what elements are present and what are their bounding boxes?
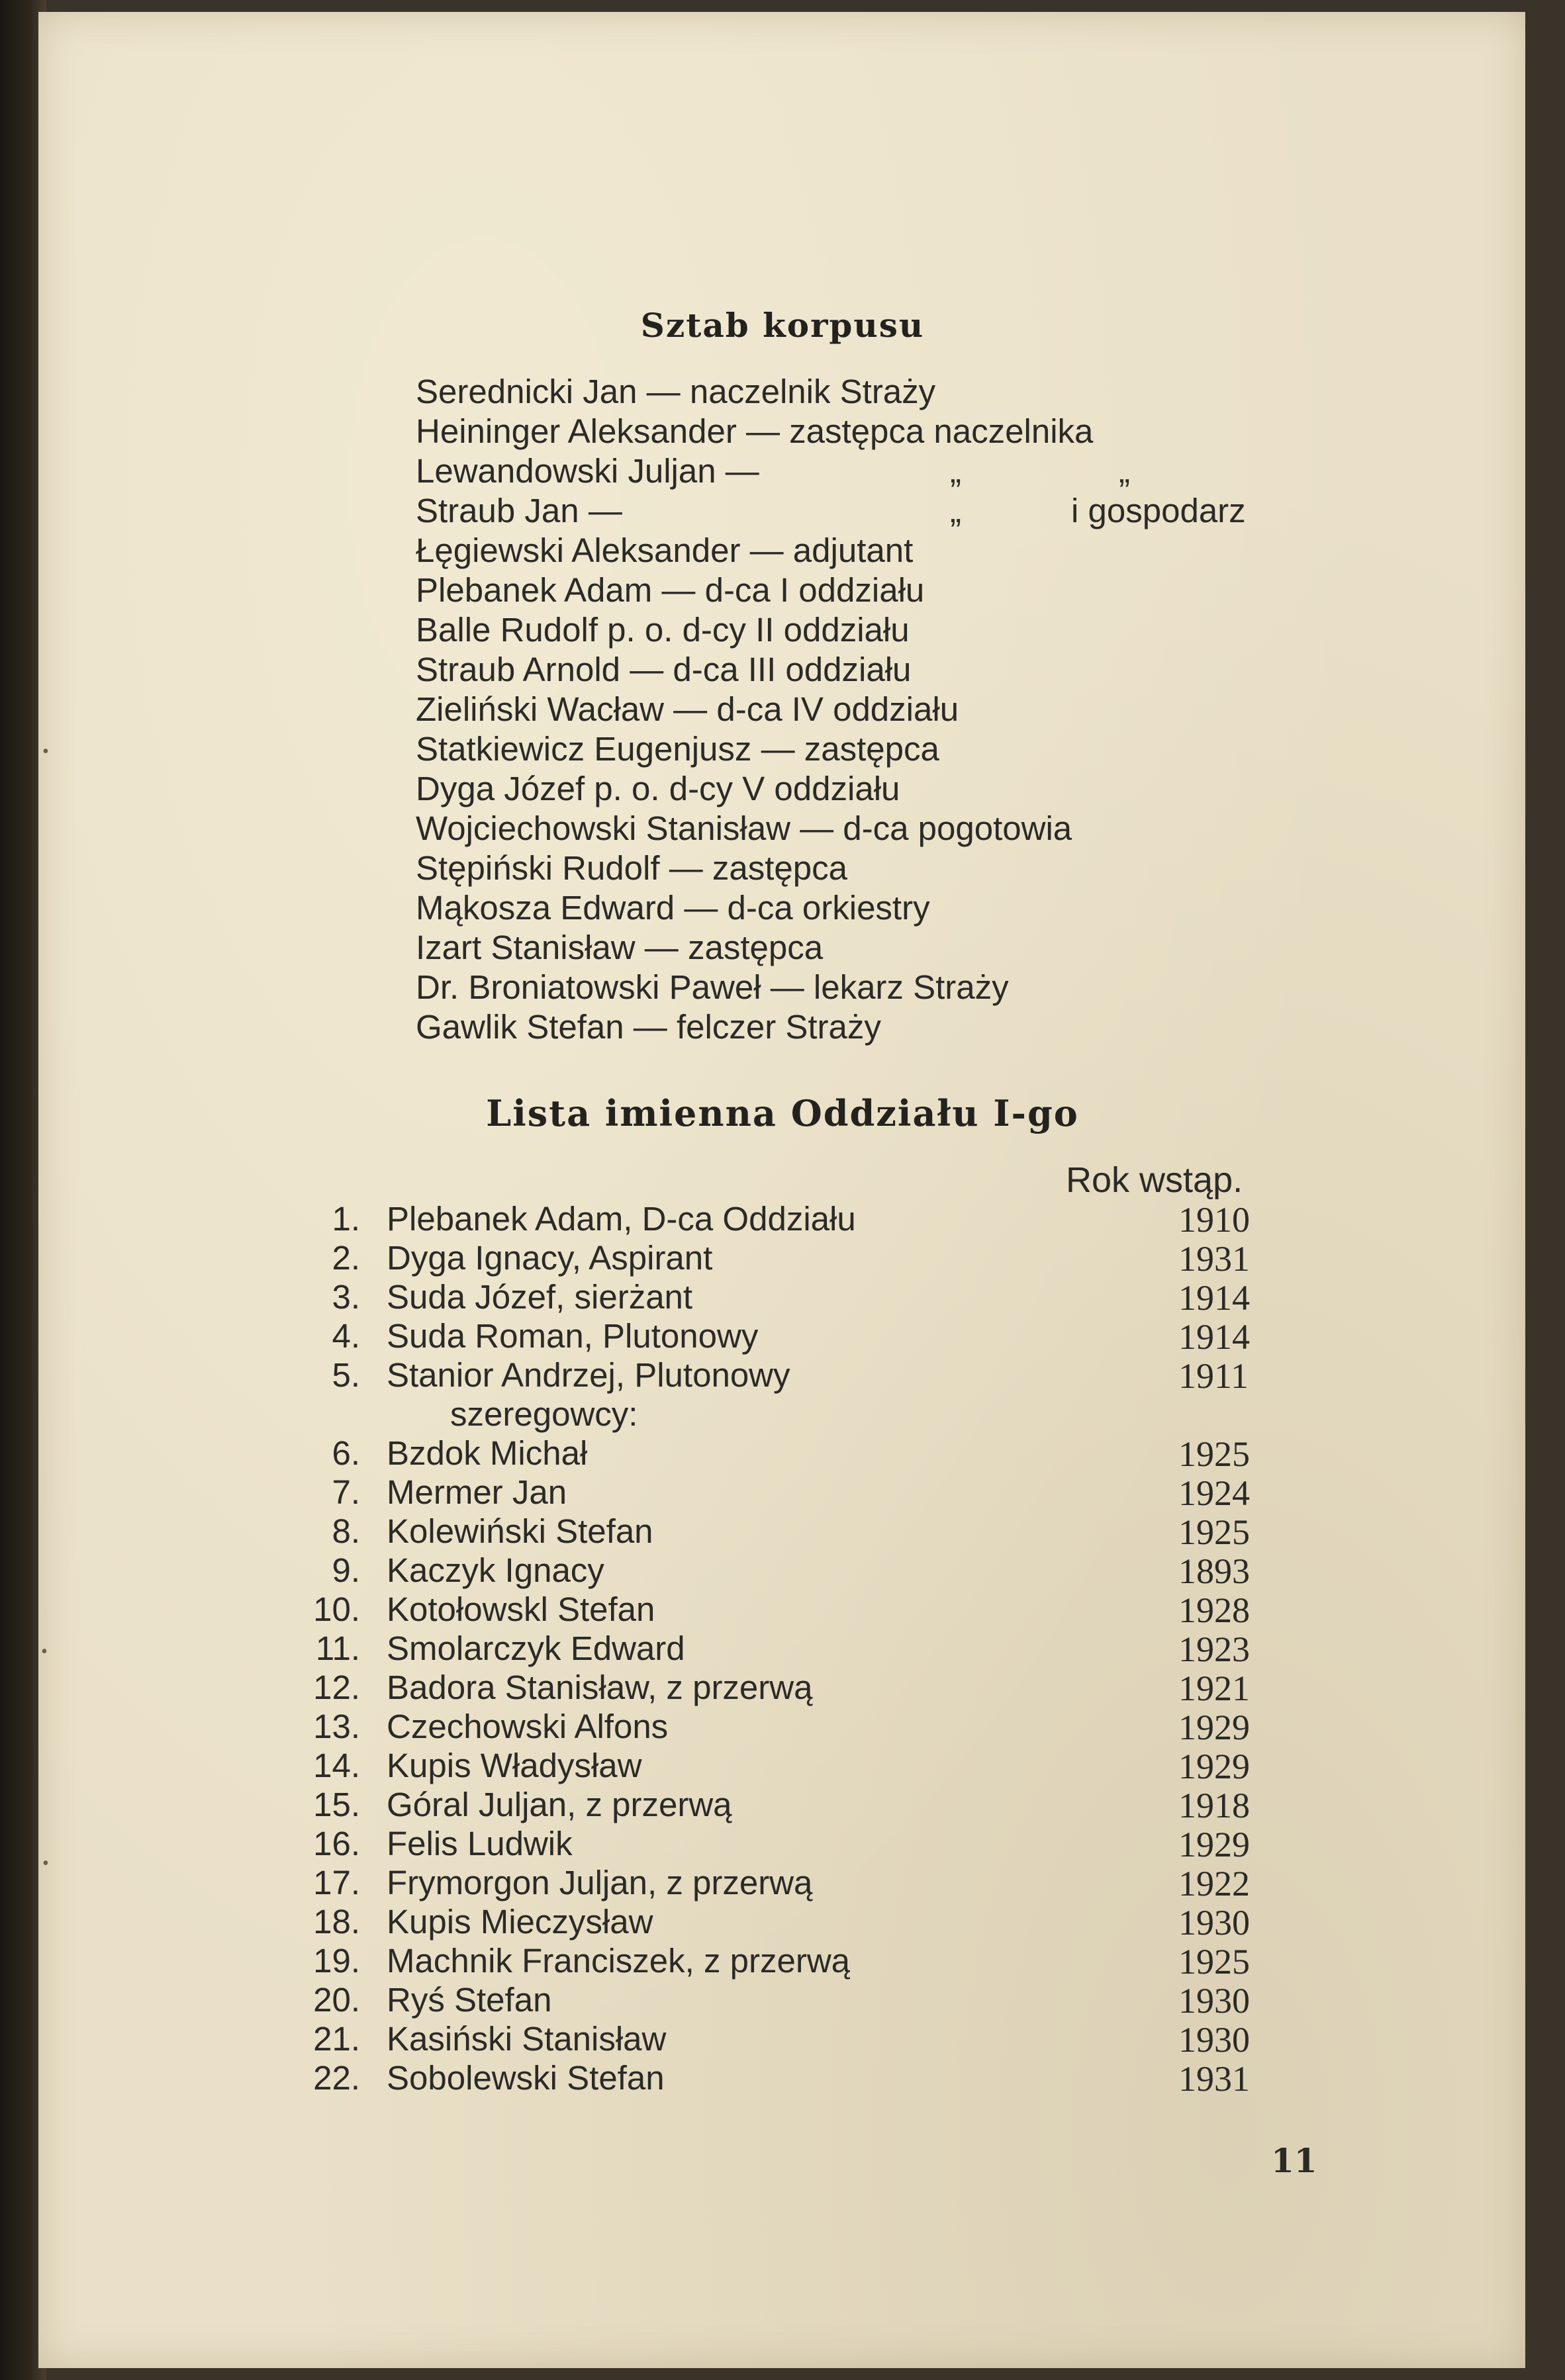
margin-mark: • xyxy=(41,1641,48,1662)
staff-line xyxy=(416,451,1130,491)
staff-line xyxy=(416,928,1093,968)
staff-line-text: Balle Rudolf p. o. d-cy II oddziału xyxy=(416,611,910,649)
staff-line-text: Lewandowski Juljan — xyxy=(416,452,759,490)
roster-row xyxy=(0,1902,1565,1941)
roster-number: 10. xyxy=(313,1590,360,1628)
staff-line xyxy=(416,491,1246,531)
roster-name: Mermer Jan xyxy=(387,1473,567,1511)
year-column-header: Rok wstąp. xyxy=(1066,1160,1243,1200)
staff-line-text: Dyga Józef p. o. d-cy V oddziału xyxy=(416,770,900,807)
roster-number: 17. xyxy=(313,1864,360,1901)
roster-year: 1930 xyxy=(1178,2020,1250,2060)
roster-number: 4. xyxy=(332,1317,360,1355)
staff-line-text: Straub Arnold — d-ca III oddziału xyxy=(416,651,912,688)
page-corner xyxy=(1527,12,1565,184)
roster-number: 7. xyxy=(332,1473,360,1511)
roster-name: Kupis Mieczysław xyxy=(387,1903,653,1941)
roster-year: 1925 xyxy=(1178,1434,1250,1474)
staff-line xyxy=(416,809,1093,848)
roster-name: Ryś Stefan xyxy=(387,1981,552,2019)
roster-year: 1918 xyxy=(1178,1786,1250,1825)
staff-line-text: Statkiewicz Eugenjusz — zastępca xyxy=(416,730,939,768)
roster-row xyxy=(0,1199,1565,1238)
roster-name: Smolarczyk Edward xyxy=(387,1629,685,1667)
roster-number: 15. xyxy=(313,1786,360,1823)
staff-line xyxy=(416,571,1093,610)
staff-line-text: Mąkosza Edward — d-ca orkiestry xyxy=(416,889,930,927)
staff-role-suffix: i gospodarz xyxy=(1071,492,1246,529)
roster-row xyxy=(0,1277,1565,1316)
staff-line xyxy=(416,650,1093,690)
ditto-mark: „ xyxy=(950,452,961,490)
staff-line-text: Wojciechowski Stanisław — d-ca pogotowia xyxy=(416,809,1072,847)
roster-name: Plebanek Adam, D-ca Oddziału xyxy=(387,1200,856,1238)
roster-row xyxy=(0,2019,1565,2058)
roster-subheading-text: szeregowcy: xyxy=(450,1395,638,1433)
roster-name: Felis Ludwik xyxy=(387,1825,573,1862)
roster-row xyxy=(0,1512,1565,1551)
roster-name: Machnik Franciszek, z przerwą xyxy=(387,1942,851,1980)
roster-year: 1924 xyxy=(1178,1473,1250,1513)
roster-row xyxy=(0,1434,1565,1473)
roster-year: 1914 xyxy=(1178,1317,1250,1357)
roster-row xyxy=(0,1668,1565,1707)
roster-list xyxy=(0,1199,1565,2097)
roster-year: 1921 xyxy=(1178,1669,1250,1708)
roster-number: 6. xyxy=(332,1434,360,1472)
roster-row xyxy=(0,2058,1565,2097)
staff-line-text: Plebanek Adam — d-ca I oddziału xyxy=(416,571,925,609)
roster-number: 21. xyxy=(313,2020,360,2058)
roster-name: Badora Stanisław, z przerwą xyxy=(387,1669,813,1706)
roster-year: 1910 xyxy=(1178,1200,1250,1240)
staff-line xyxy=(416,372,1093,412)
margin-mark: • xyxy=(42,741,49,762)
roster-year: 1928 xyxy=(1178,1590,1250,1630)
roster-row xyxy=(0,1316,1565,1355)
page-number: 11 xyxy=(1271,2141,1317,2180)
roster-row xyxy=(0,1941,1565,1980)
roster-name: Stanior Andrzej, Plutonowy xyxy=(387,1356,790,1394)
roster-number: 11. xyxy=(315,1629,360,1667)
roster-row xyxy=(0,1473,1565,1512)
staff-line-text: Dr. Broniatowski Paweł — lekarz Straży xyxy=(416,968,1009,1006)
roster-year: 1931 xyxy=(1178,2059,1250,2099)
roster-number: 16. xyxy=(313,1825,360,1862)
roster-name: Suda Józef, sierżant xyxy=(387,1278,693,1316)
roster-name: Frymorgon Juljan, z przerwą xyxy=(387,1864,813,1901)
roster-number: 12. xyxy=(313,1669,360,1706)
staff-line xyxy=(416,531,1093,571)
roster-number: 9. xyxy=(332,1551,360,1589)
roster-name: Suda Roman, Plutonowy xyxy=(387,1317,759,1355)
roster-name: Kaczyk Ignacy xyxy=(387,1551,604,1589)
staff-list xyxy=(416,372,1246,1047)
staff-line-text: Izart Stanisław — zastępca xyxy=(416,929,824,966)
margin-mark: • xyxy=(42,1853,49,1874)
roster-year: 1930 xyxy=(1178,1981,1250,2021)
roster-year: 1911 xyxy=(1178,1356,1249,1396)
roster-year: 1930 xyxy=(1178,1903,1250,1943)
roster-row xyxy=(0,1590,1565,1629)
staff-line xyxy=(416,690,1093,729)
roster-section-title: Lista imienna Oddziału I-go xyxy=(486,1092,1079,1134)
roster-name: Czechowski Alfons xyxy=(387,1708,669,1745)
roster-row xyxy=(0,1863,1565,1902)
ditto-mark: „ xyxy=(950,492,961,529)
roster-row xyxy=(0,1355,1565,1395)
staff-section-title: Sztab korpusu xyxy=(640,306,925,345)
staff-line xyxy=(416,888,1093,928)
staff-line-text: Heininger Aleksander — zastępca naczelnika xyxy=(416,412,1094,450)
roster-name: Kasiński Stanisław xyxy=(387,2020,667,2058)
roster-year: 1929 xyxy=(1178,1708,1250,1747)
roster-name: Sobolewski Stefan xyxy=(387,2059,665,2097)
roster-number: 14. xyxy=(313,1747,360,1784)
roster-number: 8. xyxy=(332,1512,360,1550)
staff-line-text: Stępiński Rudolf — zastępca xyxy=(416,849,847,887)
roster-row xyxy=(0,1707,1565,1746)
staff-line-text: Łęgiewski Aleksander — adjutant xyxy=(416,531,914,569)
roster-number: 1. xyxy=(332,1200,360,1238)
roster-year: 1923 xyxy=(1178,1629,1250,1669)
roster-number: 19. xyxy=(313,1942,360,1980)
staff-line-text: Gawlik Stefan — felczer Straży xyxy=(416,1008,881,1046)
roster-number: 18. xyxy=(313,1903,360,1941)
roster-name: Dyga Ignacy, Aspirant xyxy=(387,1239,713,1277)
staff-line xyxy=(416,729,1093,769)
roster-row xyxy=(0,1824,1565,1863)
roster-row xyxy=(0,1980,1565,2019)
roster-number: 3. xyxy=(332,1278,360,1316)
roster-name: Góral Juljan, z przerwą xyxy=(387,1786,732,1823)
roster-year: 1922 xyxy=(1178,1864,1250,1903)
ditto-mark: „ xyxy=(1119,452,1130,490)
roster-year: 1914 xyxy=(1178,1278,1250,1318)
roster-year: 1929 xyxy=(1178,1825,1250,1864)
roster-year: 1929 xyxy=(1178,1747,1250,1786)
staff-line-text: Zieliński Wacław — d-ca IV oddziału xyxy=(416,690,959,728)
roster-row xyxy=(0,1551,1565,1590)
roster-year: 1925 xyxy=(1178,1512,1250,1552)
staff-line xyxy=(416,610,1093,650)
roster-year: 1931 xyxy=(1178,1239,1250,1279)
roster-number: 13. xyxy=(313,1708,360,1745)
staff-line xyxy=(416,1007,1093,1047)
staff-line xyxy=(416,848,1093,888)
roster-name: Kotołowskl Stefan xyxy=(387,1590,655,1628)
roster-row xyxy=(0,1629,1565,1668)
roster-number: 5. xyxy=(332,1356,360,1394)
roster-number: 22. xyxy=(313,2059,360,2097)
staff-line xyxy=(416,769,1093,809)
roster-name: Kupis Władysław xyxy=(387,1747,642,1784)
roster-row xyxy=(0,1238,1565,1277)
roster-subheading xyxy=(0,1395,1565,1434)
roster-number: 20. xyxy=(313,1981,360,2019)
roster-name: Kolewiński Stefan xyxy=(387,1512,653,1550)
roster-row xyxy=(0,1785,1565,1824)
staff-line-text: Straub Jan — xyxy=(416,492,622,529)
roster-row xyxy=(0,1746,1565,1785)
roster-name: Bzdok Michał xyxy=(387,1434,588,1472)
staff-line xyxy=(416,968,1093,1007)
roster-number: 2. xyxy=(332,1239,360,1277)
staff-line xyxy=(416,412,1093,451)
staff-line-text: Serednicki Jan — naczelnik Straży xyxy=(416,373,936,410)
roster-year: 1925 xyxy=(1178,1942,1250,1982)
roster-year: 1893 xyxy=(1178,1551,1250,1591)
